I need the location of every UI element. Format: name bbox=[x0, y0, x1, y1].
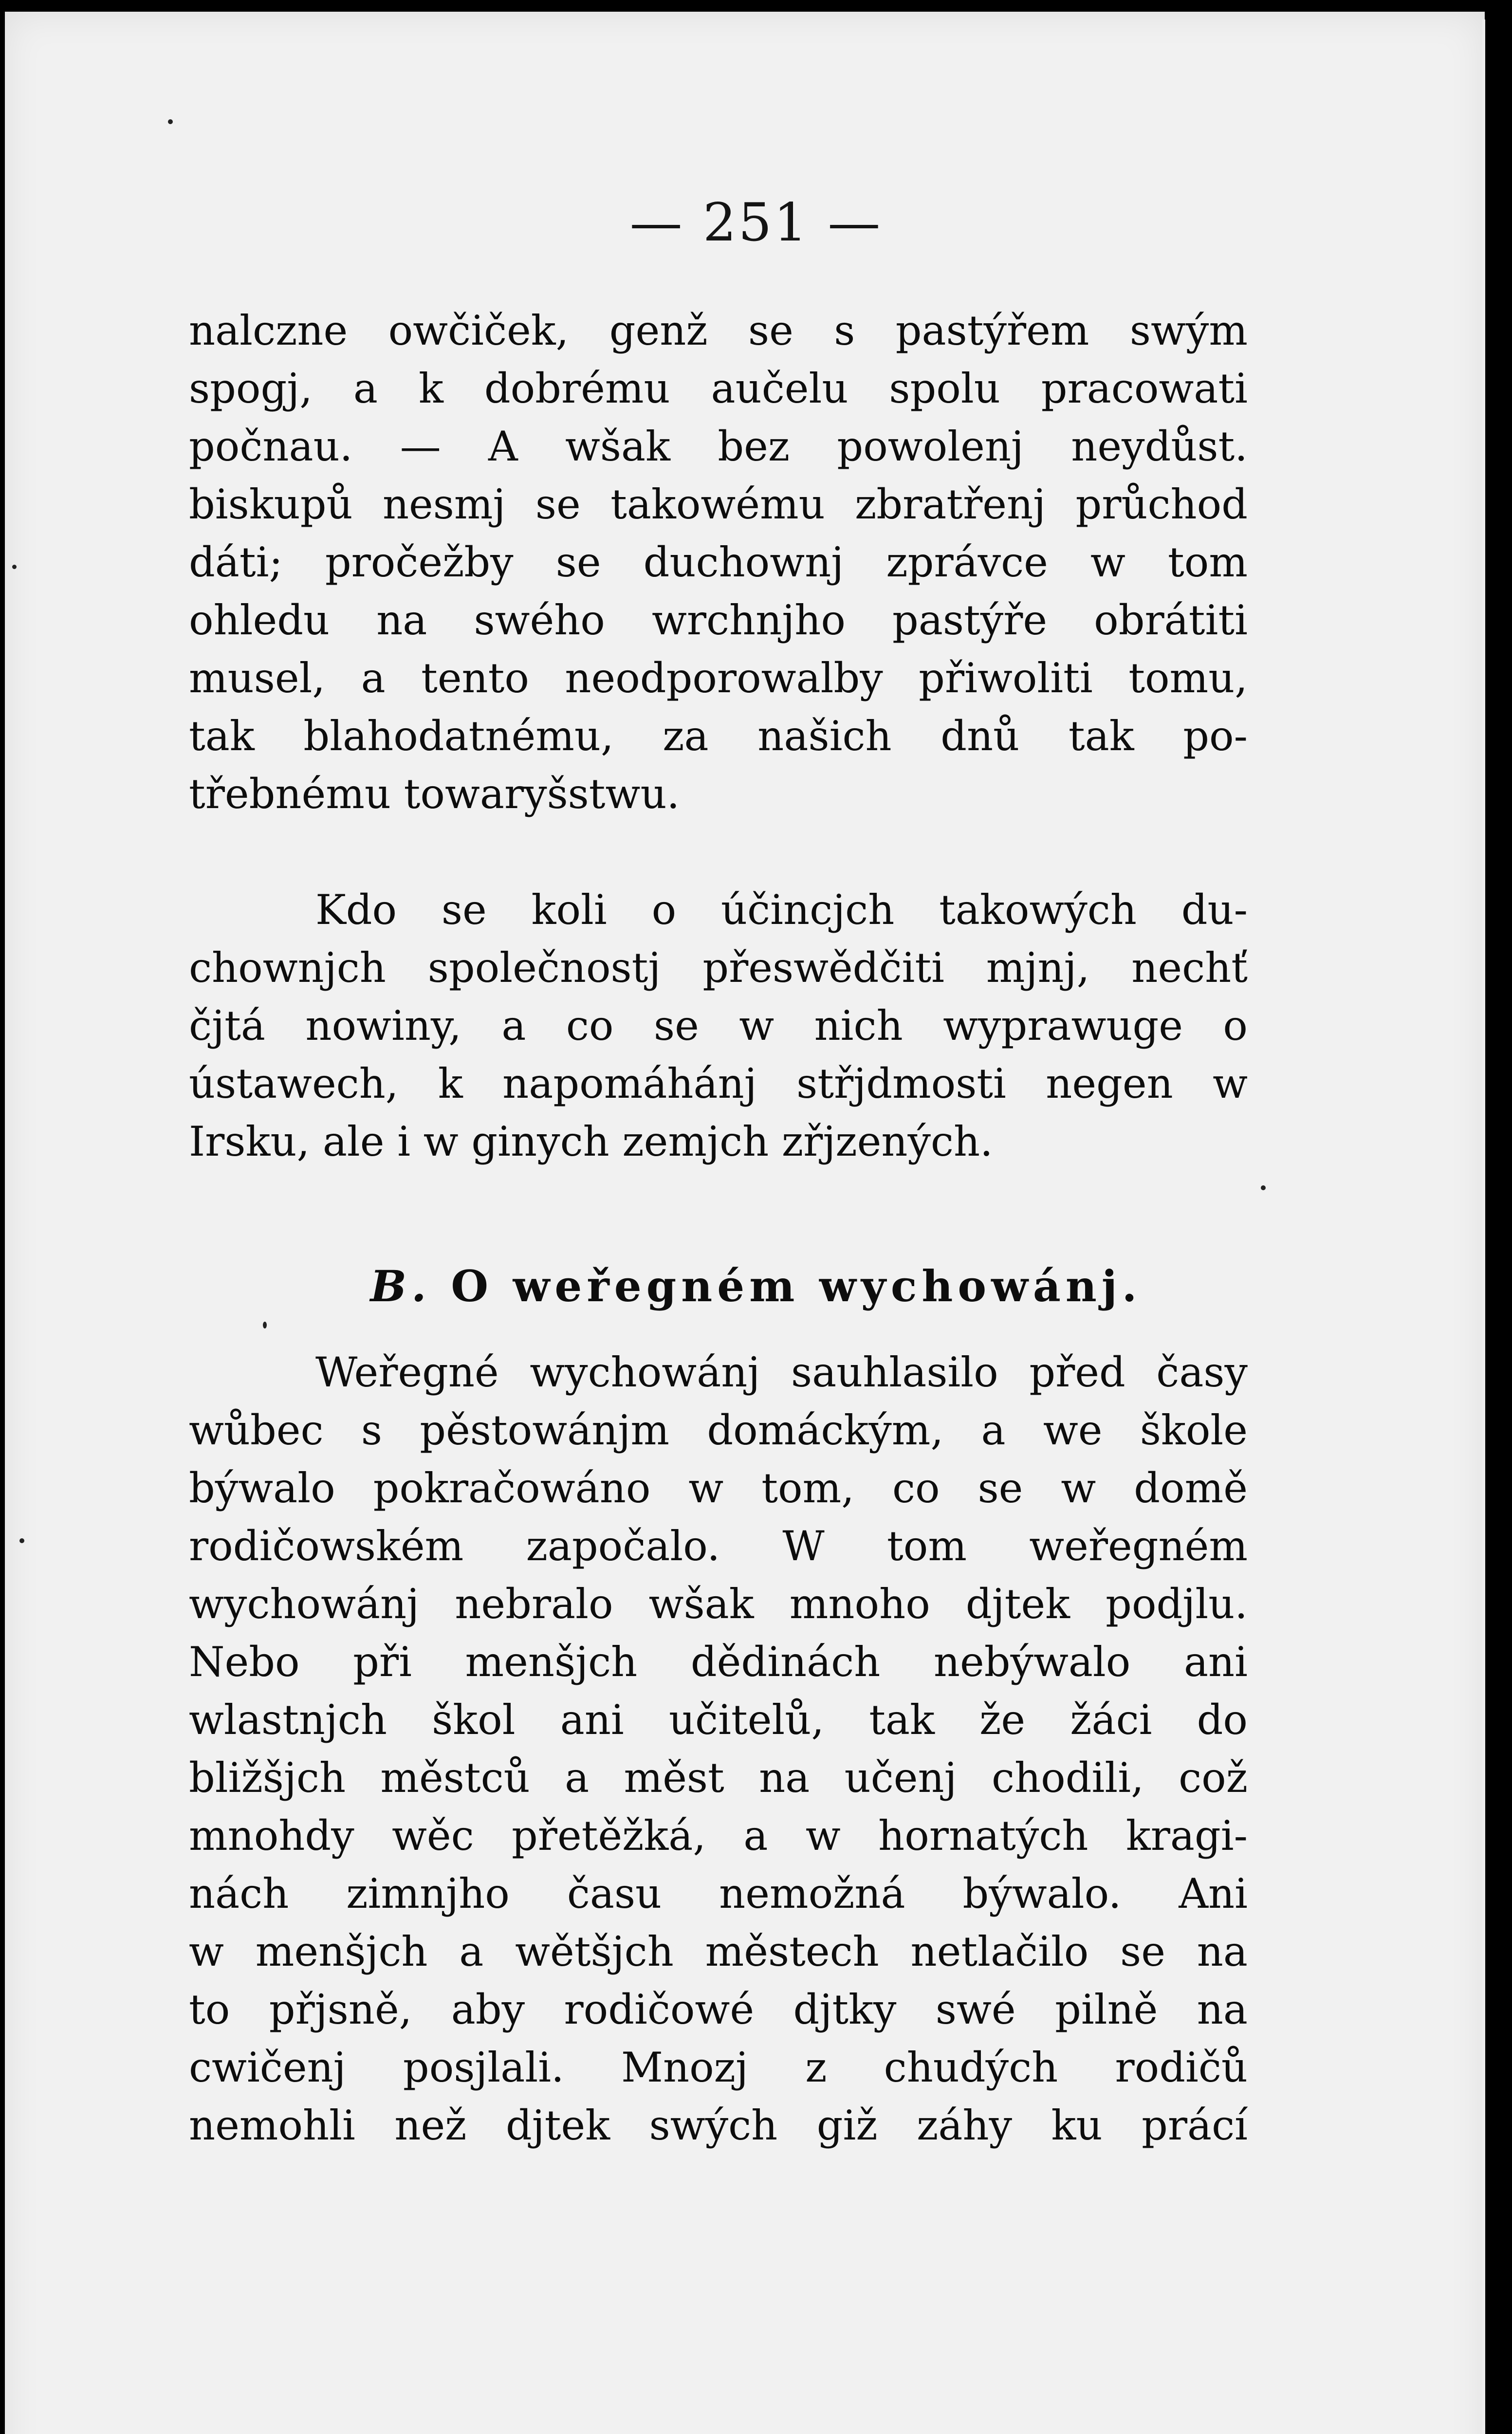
scan-speck bbox=[19, 1538, 24, 1543]
text-line: biskupů nesmj se takowému zbratřenj průchod bbox=[189, 480, 1248, 528]
paragraph-3 bbox=[189, 1344, 1248, 2155]
text-line: počnau. — A wšak bez powolenj neydůst. bbox=[189, 423, 1248, 470]
text-line: mnohdy wěc přetěžká, a w hornatých kragi- bbox=[189, 1812, 1248, 1860]
text-line: Irsku, ale i w ginych zemjch zřjzených. bbox=[189, 1118, 993, 1165]
text-line: býwalo pokračowáno w tom, co se w domě bbox=[189, 1464, 1248, 1512]
page-edge bbox=[1482, 19, 1485, 2434]
text-line: musel, a tento neodporowalby přiwoliti tomu, bbox=[189, 654, 1248, 702]
text-line: to přjsně, aby rodičowé djtky swé pilně na bbox=[189, 1986, 1248, 2033]
text-line: tak blahodatnému, za našich dnů tak po- bbox=[189, 712, 1248, 760]
section-heading bbox=[0, 1261, 1512, 1311]
text-line: spogj, a k dobrému aučelu spolu pracowati bbox=[189, 365, 1248, 412]
text-line: wůbec s pěstowánjm domáckým, a we škole bbox=[189, 1406, 1248, 1454]
text-line: rodičowském započalo. W tom weřegném bbox=[189, 1522, 1248, 1570]
text-line: nemohli než djtek swých giž záhy ku prácí bbox=[189, 2102, 1248, 2149]
text-line: ústawech, k napomáhánj střjdmosti negen w bbox=[189, 1060, 1248, 1107]
text-line: Weřegné wychowánj sauhlasilo před časy bbox=[315, 1348, 1248, 1396]
paragraph-2 bbox=[189, 881, 1248, 1171]
text-line: cwičenj posjlali. Mnozj z chudých rodičů bbox=[189, 2044, 1248, 2091]
text-line: ohledu na swého wrchnjho pastýře obrátiti bbox=[189, 596, 1248, 644]
text-line: čjtá nowiny, a co se w nich wyprawuge o bbox=[189, 1002, 1248, 1050]
page-number: — 251 — bbox=[629, 192, 883, 253]
text-line: bližšjch městců a měst na učenj chodili, což bbox=[189, 1754, 1248, 1802]
text-line: Nebo při menšjch dědinách nebýwalo ani bbox=[189, 1638, 1248, 1686]
section-letter: B. bbox=[370, 1261, 431, 1311]
scan-speck bbox=[1261, 1185, 1266, 1190]
text-line: chownjch společnostj přeswědčiti mjnj, nechť bbox=[189, 944, 1248, 992]
text-line: Kdo se koli o účincjch takowých du- bbox=[315, 886, 1248, 934]
text-line: w menšjch a wětšjch městech netlačilo se na bbox=[189, 1928, 1248, 1975]
paragraph-1 bbox=[189, 302, 1248, 823]
text-line: wychowánj nebralo wšak mnoho djtek podjlu. bbox=[189, 1580, 1248, 1628]
scan-speck bbox=[168, 119, 173, 124]
text-line: nách zimnjho času nemožná býwalo. Ani bbox=[189, 1870, 1248, 1918]
text-line: nalczne owčiček, genž se s pastýřem swým bbox=[189, 307, 1248, 354]
text-line: dáti; pročežby se duchownj zprávce w tom bbox=[189, 538, 1248, 586]
text-line: wlastnjch škol ani učitelů, tak že žáci do bbox=[189, 1696, 1248, 1744]
text-line: třebnému towaryšstwu. bbox=[189, 770, 680, 818]
scan-speck bbox=[12, 565, 17, 569]
section-title: O weřegném wychowánj. bbox=[451, 1261, 1142, 1311]
scan-speck bbox=[263, 1322, 267, 1328]
